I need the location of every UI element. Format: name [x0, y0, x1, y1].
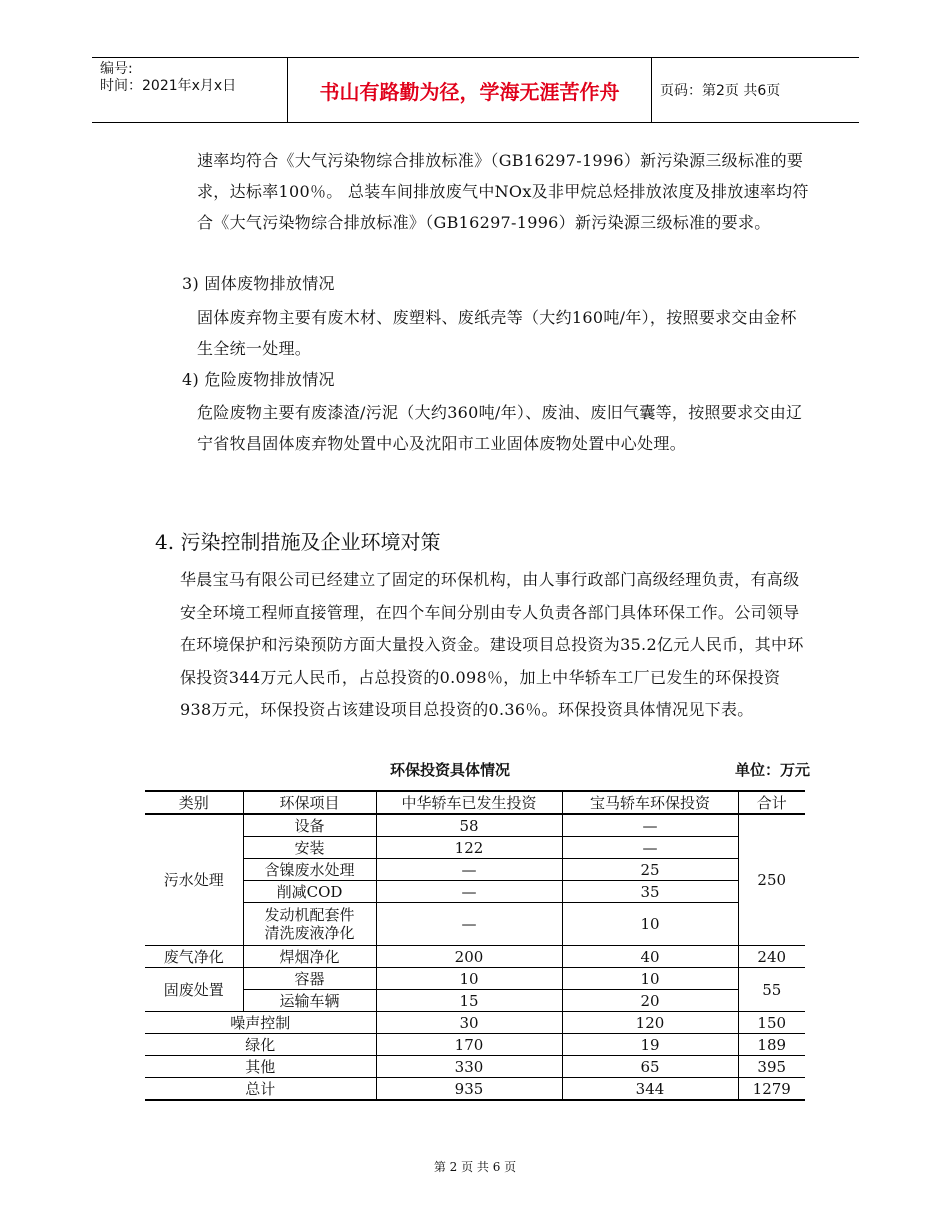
cell-bmw: — [562, 814, 738, 837]
page-label: 页码：第2页 共6页 [660, 83, 781, 99]
cell-zh: — [376, 859, 562, 881]
cell-total: 189 [738, 1034, 805, 1056]
table-row [145, 1078, 805, 1101]
table-row [145, 903, 805, 946]
cell-category: 噪声控制 [145, 1012, 376, 1034]
motto: 书山有路勤为径，学海无涯苦作舟 [287, 58, 652, 122]
cell-bmw: — [562, 837, 738, 859]
number-label: 编号: [100, 61, 133, 77]
cell-solid-total: 55 [738, 968, 805, 1012]
cell-bmw: 10 [562, 903, 738, 946]
page-footer: 第 2 页 共 6 页 [433, 1160, 517, 1174]
cell-bmw: 25 [562, 859, 738, 881]
table-row [145, 859, 805, 881]
cell-bmw: 120 [562, 1012, 738, 1034]
cell-total: 150 [738, 1012, 805, 1034]
cell-zh: — [376, 881, 562, 903]
table-row [145, 990, 805, 1012]
cell-item: 含镍废水处理 [243, 859, 376, 881]
cell-item: 安装 [243, 837, 376, 859]
paragraph-environmental-policy: 华晨宝马有限公司已经建立了固定的环保机构，由人事行政部门高级经理负责，有高级安全环境工程师直接管理，在四个车间分别由专人负责各部门具体环保工作。公司领导在环境保护和污染预防方面大量投入资金。建设项目总投资为35.2亿元人民币，其中环保投资344万元人民币，占总投资的0.098％，加上中华轿车工厂已发生的环保投资938万元，环保投资占该建设项目总投资的0.36％。环保投资具体情况见下表。 [180, 570, 804, 719]
cell-zh: 58 [376, 814, 562, 837]
table-row [145, 814, 805, 837]
cell-category: 总计 [145, 1078, 376, 1101]
paragraph-solid-waste: 固体废弃物主要有废木材、废塑料、废纸壳等（大约160吨/年），按照要求交由金杯生全统一处理。 [197, 308, 797, 358]
cell-bmw: 65 [562, 1056, 738, 1078]
cell-item: 容器 [243, 968, 376, 990]
cell-item-line2: 清洗废液净化 [264, 924, 355, 942]
cell-bmw: 10 [562, 968, 738, 990]
cell-item [243, 903, 376, 946]
cell-category: 其他 [145, 1056, 376, 1078]
group-solid: 固废处置 [145, 968, 243, 1012]
cell-zh: 30 [376, 1012, 562, 1034]
cell-category: 绿化 [145, 1034, 376, 1056]
header-zhonghua: 中华轿车已发生投资 [376, 791, 562, 814]
cell-bmw: 20 [562, 990, 738, 1012]
cell-bmw: 19 [562, 1034, 738, 1056]
header-category: 类别 [145, 791, 243, 814]
cell-item: 运输车辆 [243, 990, 376, 1012]
table-row [145, 968, 805, 990]
table-row [145, 946, 805, 968]
cell-zh: — [376, 903, 562, 946]
page-header [92, 57, 859, 123]
table-unit: 单位：万元 [734, 761, 810, 779]
cell-bmw: 35 [562, 881, 738, 903]
table-row [145, 1012, 805, 1034]
cell-zh: 330 [376, 1056, 562, 1078]
group-wastewater: 污水处理 [145, 814, 243, 946]
cell-zh: 15 [376, 990, 562, 1012]
cell-total: 1279 [738, 1078, 805, 1101]
paragraph-hazardous-waste: 危险废物主要有废漆渣/污泥（大约360吨/年）、废油、废旧气囊等，按照要求交由辽宁省牧昌固体废弃物处置中心及沈阳市工业固体废物处置中心处理。 [197, 403, 803, 453]
heading-solid-waste: 3) 固体废物排放情况 [182, 274, 335, 293]
investment-table [145, 790, 805, 1101]
table-row [145, 837, 805, 859]
section-title: 4. 污染控制措施及企业环境对策 [155, 530, 441, 554]
cell-item-line1: 发动机配套件 [264, 906, 355, 924]
table-header-row [145, 791, 805, 814]
header-bmw: 宝马轿车环保投资 [562, 791, 738, 814]
cell-zh: 200 [376, 946, 562, 968]
time-label: 时间：2021年x月x日 [100, 78, 237, 94]
cell-total: 395 [738, 1056, 805, 1078]
cell-item: 削减COD [243, 881, 376, 903]
cell-zh: 935 [376, 1078, 562, 1101]
table-row [145, 1034, 805, 1056]
cell-zh: 122 [376, 837, 562, 859]
header-left-cell [92, 58, 287, 122]
cell-wastewater-total: 250 [738, 814, 805, 946]
header-item: 环保项目 [243, 791, 376, 814]
cell-item: 焊烟净化 [243, 946, 376, 968]
group-exhaust: 废气净化 [145, 946, 243, 968]
header-total: 合计 [738, 791, 805, 814]
cell-total: 240 [738, 946, 805, 968]
cell-zh: 170 [376, 1034, 562, 1056]
cell-bmw: 344 [562, 1078, 738, 1101]
cell-zh: 10 [376, 968, 562, 990]
paragraph-air-emissions: 速率均符合《大气污染物综合排放标准》（GB16297-1996）新污染源三级标准的要求，达标率100％。 总装车间排放废气中NOx及非甲烷总烃排放浓度及排放速率均符合《大气污染物综合排放标准》（GB16297-1996）新污染源三级标准的要求。 [197, 151, 809, 232]
table-row [145, 881, 805, 903]
table-row [145, 1056, 805, 1078]
cell-bmw: 40 [562, 946, 738, 968]
heading-hazardous-waste: 4) 危险废物排放情况 [182, 370, 335, 389]
cell-item: 设备 [243, 814, 376, 837]
table-caption: 环保投资具体情况 [390, 761, 511, 779]
